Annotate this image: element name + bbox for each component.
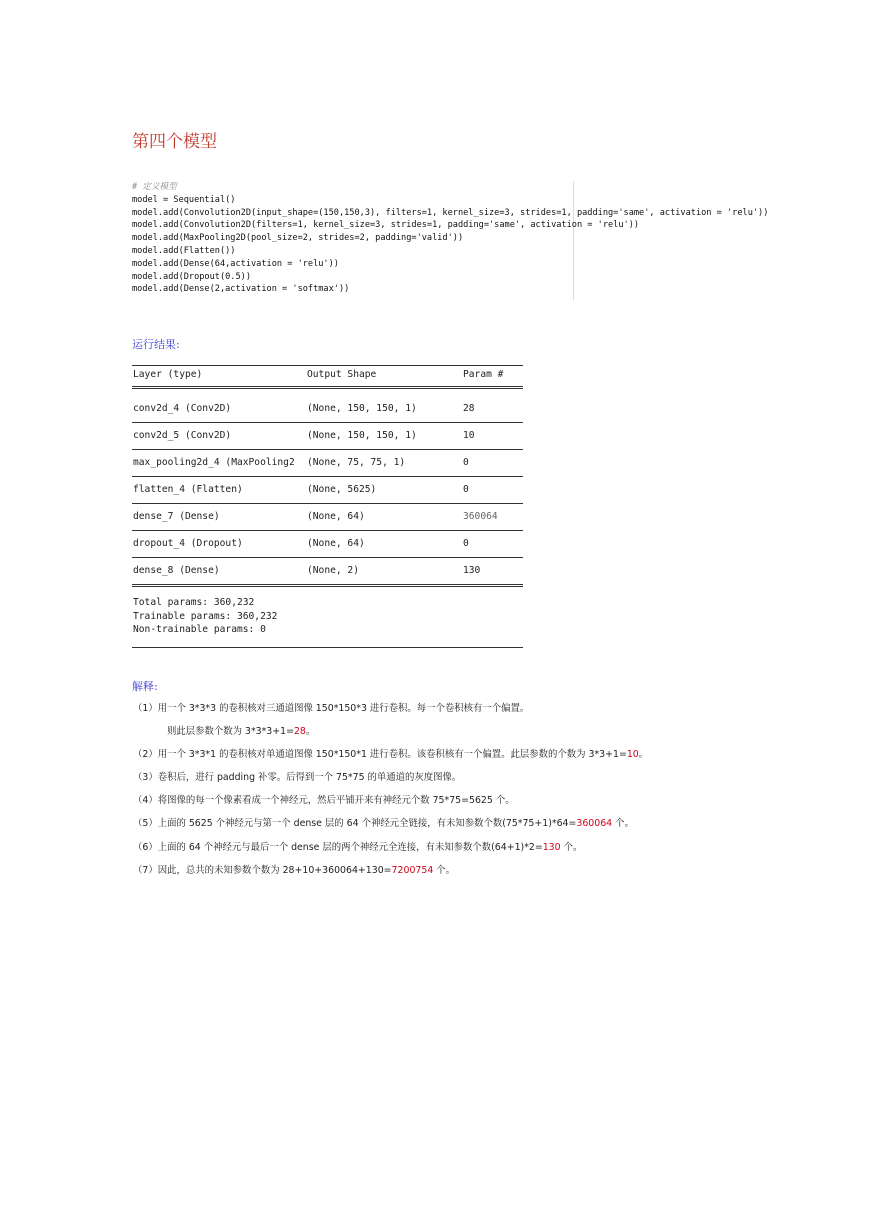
output-shape: (None, 64) [307, 511, 365, 522]
list-item: （2）用一个 3*3*1 的卷积核对单通道图像 150*150*1 进行卷积。该卷积核有一个偏置。此层参数的个数为 3*3+1=10。 [133, 749, 649, 761]
output-shape: (None, 150, 150, 1) [307, 430, 417, 441]
layer-name: dropout_4 (Dropout) [133, 538, 243, 549]
output-shape: (None, 64) [307, 538, 365, 549]
code-line: model = Sequential() [132, 194, 236, 205]
layer-name: dense_7 (Dense) [133, 511, 220, 522]
list-item: （7）因此，总共的未知参数个数为 28+10+360064+130=7200754 个。 [133, 864, 456, 876]
list-item: （1）用一个 3*3*3 的卷积核对三通道图像 150*150*3 进行卷积。每一个卷积核有一个偏置。 [133, 703, 530, 714]
list-item: （5）上面的 5625 个神经元与第一个 dense 层的 64 个神经元全链接，有未知参数个数(75*75+1)*64=360064 个。 [133, 818, 634, 830]
param-count: 28 [463, 403, 475, 414]
explanation-label: 解释: [132, 680, 158, 693]
code-line: model.add(Flatten()) [132, 245, 236, 256]
page-heading: 第四个模型 [132, 132, 217, 152]
layer-name: dense_8 (Dense) [133, 565, 220, 576]
header-output-shape: Output Shape [307, 369, 377, 380]
list-item: （3）卷积后，进行 padding 补零。后得到一个 75*75 的单通道的灰度图像。 [133, 772, 462, 784]
table-row [132, 531, 523, 558]
code-comment: # 定义模型 [132, 182, 177, 192]
output-shape: (None, 5625) [307, 484, 377, 495]
output-shape: (None, 150, 150, 1) [307, 403, 417, 414]
code-line: model.add(Dense(64,activation = 'relu')) [132, 258, 339, 269]
non-trainable-params: Non-trainable params: 0 [133, 624, 266, 635]
output-shape: (None, 2) [307, 565, 359, 576]
table-row [132, 477, 523, 504]
trainable-params: Trainable params: 360,232 [133, 610, 278, 622]
code-line: model.add(MaxPooling2D(pool_size=2, strides=2, padding='valid')) [132, 233, 464, 244]
total-params: Total params: 360,232 [133, 597, 255, 608]
layer-name: max_pooling2d_4 (MaxPooling2 [133, 457, 295, 468]
param-count: 0 [463, 484, 469, 495]
summary-header [132, 366, 523, 386]
table-row [132, 558, 523, 584]
param-count: 10 [463, 430, 475, 441]
list-item: 则此层参数个数为 3*3*3+1=28。 [167, 726, 316, 738]
list-item: （4）将图像的每一个像素看成一个神经元，然后平铺开来有神经元个数 75*75=5625 个。 [133, 795, 515, 807]
param-count: 0 [463, 538, 469, 549]
run-result-label: 运行结果: [132, 338, 180, 351]
param-count: 0 [463, 457, 469, 468]
header-layer: Layer (type) [133, 369, 203, 380]
table-row [132, 423, 523, 450]
layer-name: conv2d_5 (Conv2D) [133, 430, 232, 441]
param-count: 360064 [463, 511, 498, 522]
summary-separator [132, 584, 523, 593]
table-row [132, 504, 523, 531]
param-count: 130 [463, 565, 481, 576]
list-item: （6）上面的 64 个神经元与最后一个 dense 层的两个神经元全连接，有未知参数个数(64+1)*2=130 个。 [133, 841, 583, 853]
header-param: Param # [463, 369, 504, 380]
layer-name: flatten_4 (Flatten) [133, 484, 243, 495]
output-shape: (None, 75, 75, 1) [307, 457, 406, 468]
model-summary-table [132, 365, 523, 648]
explanation-list [133, 697, 833, 882]
table-row [132, 450, 523, 477]
code-block [132, 181, 769, 300]
table-row [132, 396, 523, 423]
summary-totals [132, 593, 523, 648]
layer-name: conv2d_4 (Conv2D) [133, 403, 232, 414]
code-line: model.add(Dropout(0.5)) [132, 271, 251, 282]
code-line: model.add(Convolution2D(input_shape=(150,150,3), filters=1, kernel_size=3, strides=1, padding='same', activation = 'relu')) [132, 207, 769, 218]
code-line: model.add(Convolution2D(filters=1, kernel_size=3, strides=1, padding='same', activation = 'relu')) [132, 220, 640, 231]
code-line: model.add(Dense(2,activation = 'softmax')) [132, 284, 350, 295]
